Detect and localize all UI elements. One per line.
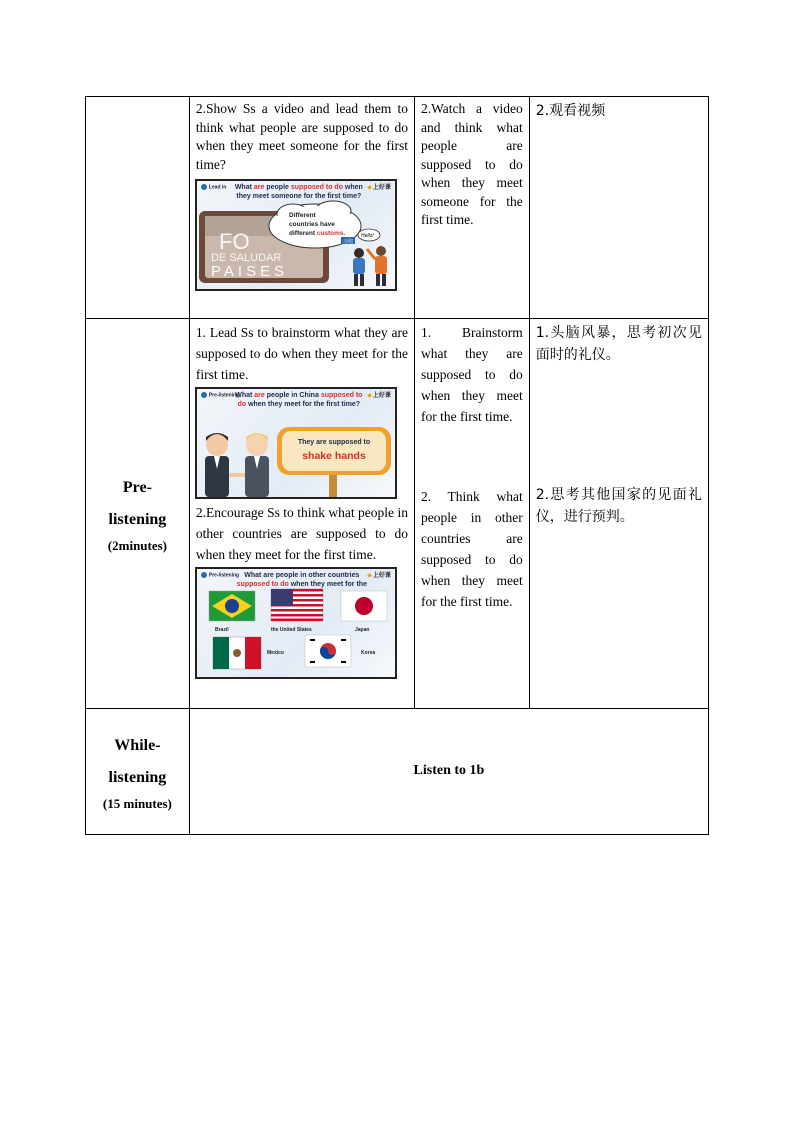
stage-duration: (15 minutes) (102, 795, 172, 811)
teacher-activity-text-2: 2.Encourage Ss to think what people in other countries are supposed to do when they meet for the first time. (195, 505, 408, 562)
slide-tag: Lead in (201, 184, 227, 190)
svg-text:different customs.: different customs. (288, 230, 346, 237)
person-right (367, 246, 387, 286)
flag-usa-icon (271, 589, 323, 633)
purpose-cell (529, 319, 708, 709)
slide-question: What are people in China supposed to do when they meet for the first time? (235, 392, 363, 408)
svg-text:Hello!: Hello! (360, 233, 374, 239)
purpose-text-2: 2.思考其他国家的见面礼仪，进行预判。 (535, 487, 702, 525)
businessman-left (205, 433, 229, 497)
brand-logo: ◆ 上好课 (367, 184, 391, 191)
stage-cell-while-listening (86, 709, 190, 835)
brand-logo: ◆ 上好课 (367, 572, 391, 579)
purpose-text-1: 1.头脑风暴，思考初次见面时的礼仪。 (535, 325, 702, 363)
table-row-while-listening (86, 709, 709, 835)
tv-text-1: FO (218, 229, 250, 254)
while-listening-text: Listen to 1b (413, 763, 485, 779)
purpose-text: 2.观看视频 (535, 103, 606, 119)
handshake-illustration (197, 389, 395, 497)
purpose-cell (529, 97, 708, 319)
slide-flags: Pre-listening What are people in other countries supposed to do when they meet for the ◆ 上好课 Brazil the United States Japan Mexico Korea (195, 567, 397, 679)
while-listening-content-cell (189, 709, 708, 835)
svg-text:Different: Different (288, 212, 316, 219)
svg-text:习俗: 习俗 (342, 239, 353, 245)
slide-question: What are people in other countries supposed to do when they meet for the (236, 572, 367, 588)
flag-label-mexico: Mexico (266, 650, 284, 656)
lesson-plan-table (85, 96, 709, 835)
slide-lead-in (195, 179, 397, 291)
flag-mexico-icon (213, 637, 284, 669)
shake-hands-sign (277, 427, 391, 497)
tv-text-2: DE SALUDAR (210, 252, 282, 264)
svg-text:shake hands: shake hands (302, 450, 366, 462)
teacher-activity-cell (189, 97, 414, 319)
stage-label-line1: While- (114, 736, 161, 754)
student-activity-cell (414, 97, 529, 319)
businessman-right (245, 433, 269, 497)
teacher-activity-text: 2.Show Ss a video and lead them to think what people are supposed to do when they meet someone for the first time? (195, 101, 408, 172)
flag-korea-icon (305, 635, 375, 667)
slide-china-handshake: Pre-listening What are people in China supposed to do when they meet for the first time? ◆ 上好课 They are supposed to shake hands (195, 387, 397, 499)
stage-label-line2: listening (108, 510, 167, 528)
flags-illustration (197, 569, 395, 677)
svg-text:They are supposed to: They are supposed to (297, 439, 371, 446)
student-activity-text-1: 1. Brainstorm what they are supposed to do when they meet for the first time. (420, 325, 523, 424)
tv-text-3: PAISES (210, 263, 288, 280)
stage-cell-pre-listening (86, 319, 190, 709)
person-left (353, 248, 365, 286)
slide-question: What are people supposed to do when they meet someone for the first time? (234, 184, 363, 200)
table-row-pre-listening (86, 319, 709, 709)
svg-text:countries have: countries have (288, 221, 335, 228)
student-activity-cell (414, 319, 529, 709)
teacher-activity-cell (189, 319, 414, 709)
teacher-activity-text-1: 1. Lead Ss to brainstorm what they are supposed to do when they meet for the first time. (195, 325, 408, 382)
video-scene-illustration (197, 181, 395, 289)
stage-label-line1: Pre- (122, 478, 152, 496)
table-row-video (86, 97, 709, 319)
flag-label-usa: the United States (270, 627, 312, 633)
flag-label-brazil: Brazil (214, 627, 229, 633)
stage-cell-empty (86, 97, 190, 319)
speech-cloud (269, 201, 361, 248)
flag-label-korea: Korea (360, 650, 376, 656)
flag-label-japan: Japan (354, 627, 370, 633)
flag-japan-icon (341, 591, 387, 633)
student-activity-text-2: 2. Think what people in other countries are supposed to do when they meet for the first time. (420, 489, 523, 609)
brand-logo: ◆ 上好课 (367, 392, 391, 399)
stage-duration: (2minutes) (107, 537, 168, 553)
stage-label-line2: listening (108, 768, 167, 786)
flag-brazil-icon (209, 591, 255, 633)
student-activity-text: 2.Watch a video and think what people are supposed to do when they meet someone for the first time. (420, 101, 523, 227)
